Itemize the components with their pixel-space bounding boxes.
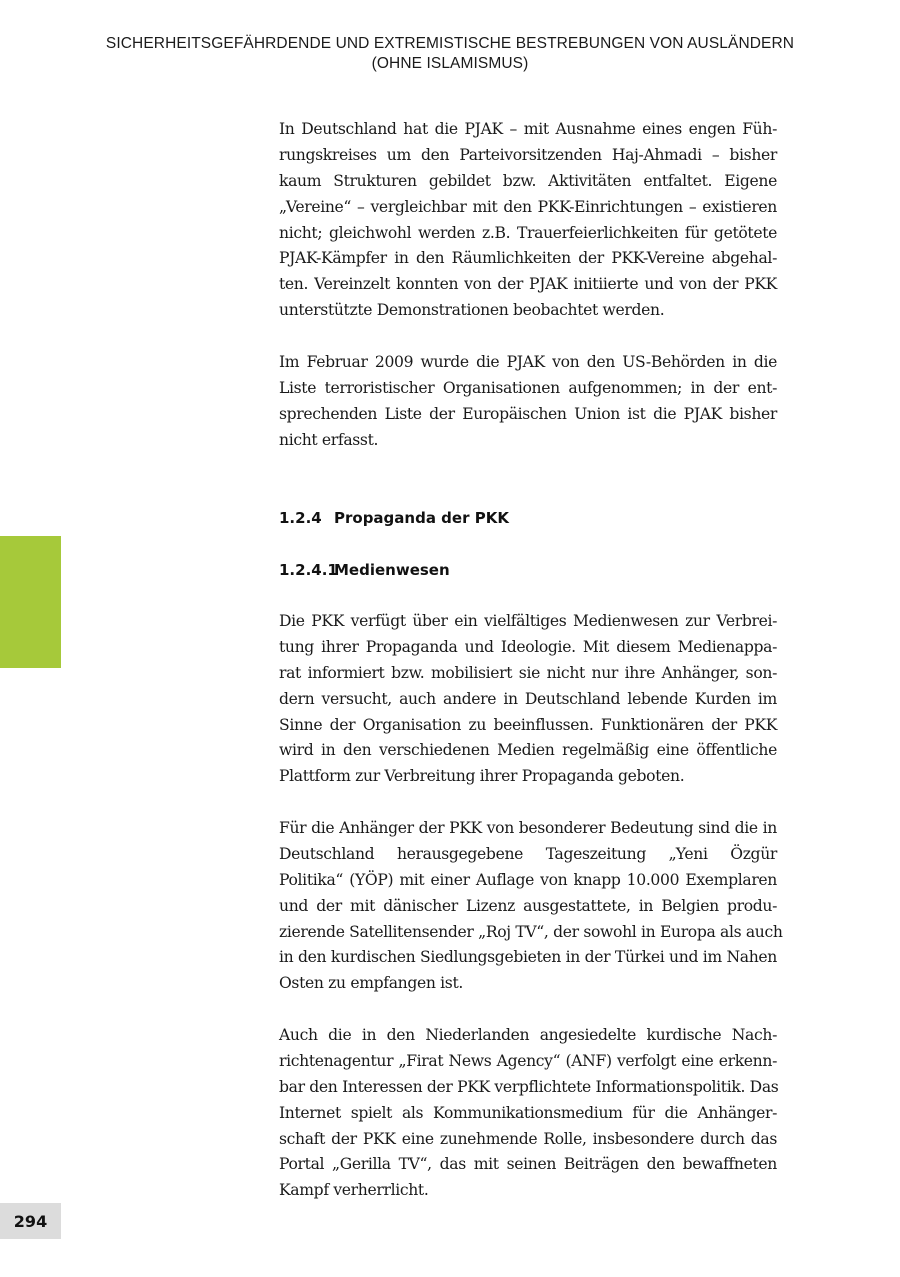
- text-line: Sinne der Organisation zu beeinflussen. Funktionären der PKK: [279, 715, 777, 734]
- text-line: sprechenden Liste der Europäischen Union ist die PJAK bisher: [279, 404, 777, 423]
- page-number: 294: [13, 1211, 48, 1231]
- running-header-line-1: SICHERHEITSGEFÄHRDENDE UND EXTREMISTISCHE BESTREBUNGEN VON AUSLÄNDERN: [105, 35, 795, 52]
- subsection-title: Medienwesen: [334, 561, 450, 579]
- paragraph-5: [279, 1023, 777, 1204]
- text-line: wird in den verschiedenen Medien regelmäßig eine öffentliche: [279, 741, 777, 760]
- text-line: rungskreises um den Parteivorsitzenden Haj-Ahmadi – bisher: [279, 145, 777, 164]
- text-line: Liste terroristischer Organisationen aufgenommen; in der ent-: [279, 378, 777, 397]
- text-line: nicht erfasst.: [279, 430, 379, 449]
- text-line: „Vereine“ – vergleichbar mit den PKK-Einrichtungen – existieren: [279, 197, 777, 216]
- text-line: in den kurdischen Siedlungsgebieten in der Türkei und im Nahen: [279, 948, 777, 967]
- text-line: richtenagentur „Firat News Agency“ (ANF) verfolgt eine erkenn-: [279, 1051, 777, 1070]
- text-line: Osten zu empfangen ist.: [279, 974, 463, 993]
- text-line: zierende Satellitensender „Roj TV“, der sowohl in Europa als auch: [279, 922, 783, 941]
- text-line: nicht; gleichwohl werden z.B. Trauerfeierlichkeiten für getötete: [279, 223, 777, 242]
- text-line: Deutschland herausgegebene Tageszeitung „Yeni Özgür: [279, 844, 777, 863]
- running-header: [0, 34, 900, 74]
- text-line: Im Februar 2009 wurde die PJAK von den US-Behörden in die: [279, 353, 777, 371]
- text-line: Portal „Gerilla TV“, das mit seinen Beiträgen den bewaffneten: [279, 1155, 777, 1174]
- text-line: dern versucht, auch andere in Deutschland lebende Kurden im: [279, 689, 777, 708]
- page-number-box: [0, 1203, 61, 1239]
- text-line: Für die Anhänger der PKK von besonderer Bedeutung sind die in: [279, 819, 777, 837]
- text-line: schaft der PKK eine zunehmende Rolle, insbesondere durch das: [279, 1129, 777, 1148]
- paragraph-4: [279, 816, 783, 997]
- text-line: rat informiert bzw. mobilisiert sie nicht nur ihre Anhänger, son-: [279, 663, 777, 682]
- text-line: Kampf verherrlicht.: [279, 1181, 429, 1200]
- section-title: Propaganda der PKK: [334, 509, 509, 527]
- running-header-line-2: (OHNE ISLAMISMUS): [371, 55, 529, 72]
- subsection-heading: [279, 561, 450, 579]
- text-line: und der mit dänischer Lizenz ausgestattete, in Belgien produ-: [279, 896, 777, 915]
- text-line: Auch die in den Niederlanden angesiedelte kurdische Nach-: [279, 1026, 777, 1044]
- text-line: ten. Vereinzelt konnten von der PJAK initiierte und von der PKK: [279, 275, 777, 294]
- text-line: kaum Strukturen gebildet bzw. Aktivitäten entfaltet. Eigene: [279, 171, 777, 190]
- paragraph-3: [279, 609, 777, 790]
- text-line: unterstützte Demonstrationen beobachtet werden.: [279, 301, 665, 320]
- paragraph-2: [279, 350, 777, 454]
- chapter-side-tab: [0, 536, 61, 668]
- text-line: tung ihrer Propaganda und Ideologie. Mit diesem Medienappa-: [279, 637, 777, 656]
- text-line: Internet spielt als Kommunikationsmedium für die Anhänger-: [279, 1103, 777, 1122]
- text-line: Politika“ (YÖP) mit einer Auflage von knapp 10.000 Exemplaren: [279, 870, 777, 889]
- text-line: bar den Interessen der PKK verpflichtete Informationspolitik. Das: [279, 1077, 779, 1096]
- text-line: Die PKK verfügt über ein vielfältiges Medienwesen zur Verbrei-: [279, 612, 777, 630]
- paragraph-1: [279, 117, 777, 324]
- section-heading: [279, 509, 509, 527]
- text-line: In Deutschland hat die PJAK – mit Ausnahme eines engen Füh-: [279, 120, 777, 138]
- text-line: PJAK-Kämpfer in den Räumlichkeiten der PKK-Vereine abgehal-: [279, 249, 777, 268]
- text-line: Plattform zur Verbreitung ihrer Propaganda geboten.: [279, 767, 685, 786]
- section-number: 1.2.4: [279, 509, 322, 527]
- subsection-number: 1.2.4.1: [279, 561, 338, 579]
